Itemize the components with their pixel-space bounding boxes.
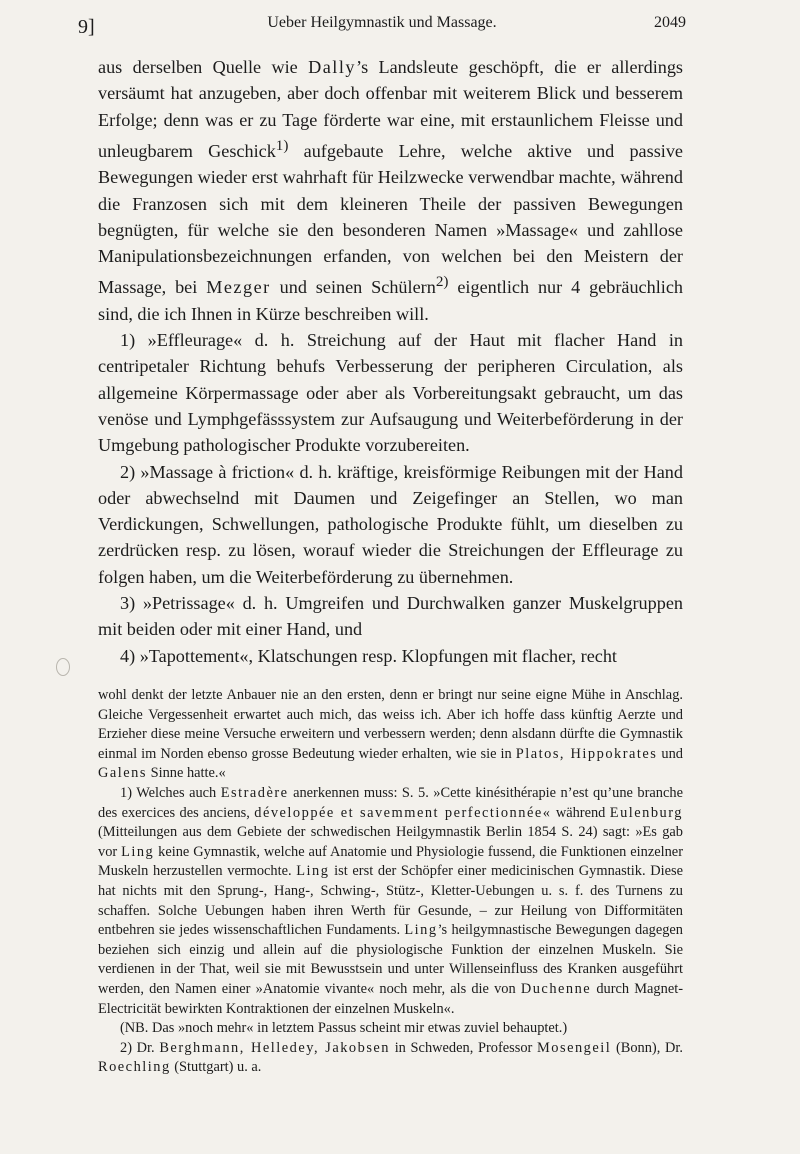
list-item: 2) »Massage à friction« d. h. kräftige, kreisförmige Reibungen mit der Hand oder abwechselnd mit Daumen und Zeigefinger an Stellen, wo man Verdickungen, Schwellungen, pathologische Produkte fühlt, um dieselben zu zerdrücken resp. zu lösen, worauf wieder die Streichungen der Effleurage zu folgen haben, um die Weiterbeförderung zu übernehmen. <box>98 461 683 587</box>
list-item: 4) »Tapottement«, Klatschungen resp. Klopfungen mit flacher, recht <box>120 645 617 666</box>
person-name: Duchenne <box>520 980 592 997</box>
footnote-1 <box>98 784 683 1019</box>
text-run: keine Gymnastik, welche auf Anatomie und Physiologie fussend, die Funktionen einzelner Muskeln herzustellen vermochte. <box>98 843 683 880</box>
page-label: 9] <box>78 16 95 38</box>
text-run: anerkennen muss: S. 5. »Cette kinésithérapie n’est qu’une branche des exercices des anciens, <box>98 784 683 821</box>
text-run: aus derselben Quelle wie <box>98 57 298 77</box>
text-run: 2) Dr. <box>120 1039 155 1056</box>
text-run: ist erst der Schöpfer einer medicinischen Gymnastik. Diese hat nichts mit den Sprung-, Hang-, Schwing-, Stütz-, Kletter-Uebungen u. s. f. des Turnens zu schaffen. Solche Uebungen haben ihren Werth für Gesunde, – zur Heilung von Difformitäten entbehren sie jedes wissenschaftlichen Fundaments. <box>98 863 683 939</box>
person-name: Ling <box>121 843 155 860</box>
text-run: (Bonn), Dr. <box>615 1039 683 1056</box>
person-name: Mezger <box>206 277 271 298</box>
margin-mark <box>56 658 70 676</box>
text-run: (Mitteilungen aus dem Gebiete der schwedischen Heilgymnastik Berlin 1854 S. 24) sagt: »Es gab vor <box>98 824 683 860</box>
person-name: Berghmann, Helledey, Jakobsen <box>159 1039 391 1056</box>
person-name: Ling <box>296 863 330 880</box>
list-item: 1) »Effleurage« d. h. Streichung auf der Haut mit flacher Hand in centripetaler Richtung behufs Verbesserung der peripheren Circulation, als allgemeine Körpermassage oder aber als Vorbereitungsakt gebraucht, um das venöse und Lymphgefässsystem zur Aufsaugung und Weiterbeförderung in der Umgebung pathologischer Produkte vorzubereiten. <box>98 330 683 456</box>
footnote-continuation <box>98 686 683 784</box>
person-name: Eulenburg <box>609 804 683 821</box>
text-run: während <box>555 804 606 821</box>
text-run: eigentlich nur 4 gebräuchlich sind, die ich Ihnen in Kürze beschreiben will. <box>98 277 683 324</box>
intro-paragraph <box>98 54 683 327</box>
text-run: ’s heilgymnastische Bewegungen dagegen beziehen sich einzig und allein auf die physiologische Funktion der einzelnen Muskeln. Sie verdienen in der That, weil sie mit Bewusstsein und unter Willenseinfluss des Kranken ausgeführt werden, den Namen einer »Anatomie vivante« noch mehr, als die von <box>98 922 683 997</box>
text-run: aufgebaute Lehre, welche aktive und passive Bewegungen wieder erst wahrhaft für Heilzwecke verwendbar machte, während die Franzosen sich mit dem kleineren Theile der passiven Bewegungen begnügten, für welche sie den besonderen Namen »Massage« und zahllose Manipulationsbezeichnungen erfanden, von welchen bei den Meistern der Massage, bei <box>98 140 683 298</box>
main-text <box>98 54 683 669</box>
footnotes <box>98 686 683 1078</box>
footnote-2 <box>98 1039 683 1078</box>
text-run: ’s Landsleute geschöpft, die er allerdings versäumt hat anzugeben, aber doch offenbar mit weiterem Blick und besserem Erfolge; denn was er zu Tage förderte war eine, mit erstaunlichem Fleisse und unleugbarem Geschick <box>98 57 684 161</box>
text-run: und <box>661 745 683 762</box>
footnote-ref: 2) <box>435 273 449 291</box>
running-header <box>78 12 686 42</box>
footnote-nb: (NB. Das »noch mehr« in letztem Passus scheint mir etwas zuviel behauptet.) <box>120 1020 568 1037</box>
text-run: wohl denkt der letzte Anbauer nie an den ersten, denn er bringt nur seine eigne Mühe in Anschlag. Gleiche Vergessenheit erwartet auch mich, das weiss ich. Aber ich hoffe dass künftig Aerzte und Erzieher diese meine Versuche erweitern und verbessern werden; denn alsdann dürfte die Gymnastik einmal im Norden ebenso grosse Bedeutung wieder erhalten, wie sie in <box>98 687 683 762</box>
quoted-text: développée et savemment perfectionnée« <box>254 804 552 821</box>
text-run: 1) Welches auch <box>120 784 217 801</box>
page-number: 2049 <box>654 14 686 31</box>
running-title: Ueber Heilgymnastik und Massage. <box>267 14 497 31</box>
text-run: in Schweden, Professor <box>394 1039 533 1056</box>
person-name: Dally <box>308 57 357 77</box>
person-name: Platos, Hippokrates <box>515 745 658 762</box>
person-name: Roechling <box>98 1059 171 1076</box>
person-name: Estradère <box>220 784 289 801</box>
person-name: Mosengeil <box>537 1039 612 1056</box>
person-name: Galens <box>98 765 147 782</box>
person-name: Ling <box>404 922 438 939</box>
text-run: (Stuttgart) u. a. <box>174 1059 262 1076</box>
text-run: und seinen Schülern <box>279 277 436 298</box>
list-item: 3) »Petrissage« d. h. Umgreifen und Durchwalken ganzer Muskelgruppen mit beiden oder mit einer Hand, und <box>98 593 683 640</box>
text-run: durch Magnet-Electricität bewirkten Kontraktionen der einzelnen Muskeln«. <box>98 980 684 1017</box>
text-run: Sinne hatte.« <box>150 765 226 782</box>
footnote-ref: 1) <box>275 136 289 154</box>
